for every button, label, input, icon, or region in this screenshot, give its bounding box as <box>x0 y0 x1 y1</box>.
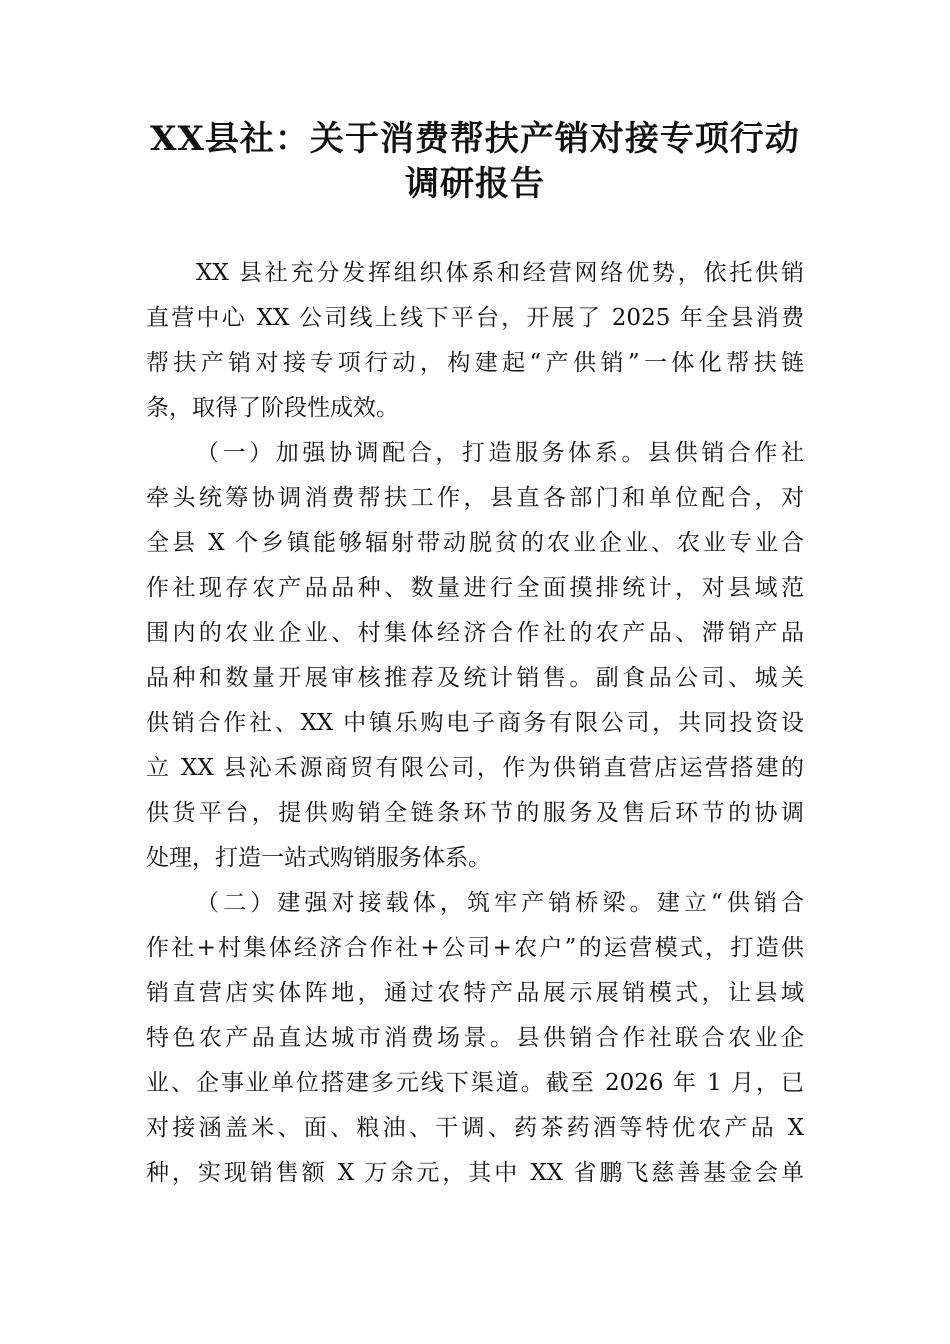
paragraph-line: 牵头统筹协调消费帮扶工作，县直各部门和单位配合，对 <box>146 485 804 511</box>
paragraph-line: 种，实现销售额 X 万余元，其中 XX 省鹏飞慈善基金会单 <box>146 1160 804 1186</box>
paragraph-line: 供销合作社、XX 中镇乐购电子商务有限公司，共同投资设 <box>146 710 804 736</box>
paragraph-line: 处理，打造一站式购销服务体系。 <box>146 845 491 871</box>
paragraph-line: 全县 X 个乡镇能够辐射带动脱贫的农业企业、农业专业合 <box>146 530 804 556</box>
paragraph-line: XX 县社充分发挥组织体系和经营网络优势，依托供销 <box>196 260 804 286</box>
paragraph-line: 特色农产品直达城市消费场景。县供销合作社联合农业企 <box>146 1025 804 1051</box>
document-title-line-2: 调研报告 <box>405 164 545 204</box>
paragraph-line: 销直营店实体阵地，通过农特产品展示展销模式，让县域 <box>146 980 804 1006</box>
paragraph-line: 供货平台，提供购销全链条环节的服务及售后环节的协调 <box>146 800 804 826</box>
document-title-line-1: XX县社：关于消费帮扶产销对接专项行动 <box>150 119 800 159</box>
paragraph-line: 业、企事业单位搭建多元线下渠道。截至 2026 年 1 月，已 <box>146 1070 804 1096</box>
paragraph-line: 作社+村集体经济合作社+公司+农户”的运营模式，打造供 <box>146 935 804 961</box>
paragraph-line: 帮扶产销对接专项行动，构建起“产供销”一体化帮扶链 <box>146 350 804 376</box>
paragraph-line: 立 XX 县沁禾源商贸有限公司，作为供销直营店运营搭建的 <box>146 755 804 781</box>
paragraph-line: 围内的农业企业、村集体经济合作社的农产品、滞销产品 <box>146 620 804 646</box>
paragraph-line: 对接涵盖米、面、粮油、干调、药茶药酒等特优农产品 X <box>146 1115 804 1141</box>
paragraph-line: 作社现存农产品品种、数量进行全面摸排统计，对县域范 <box>146 575 804 601</box>
paragraph-line: （一）加强协调配合，打造服务体系。县供销合作社 <box>196 440 804 466</box>
paragraph-line: 条，取得了阶段性成效。 <box>146 395 399 421</box>
paragraph-line: 品种和数量开展审核推荐及统计销售。副食品公司、城关 <box>146 665 804 691</box>
paragraph-line: （二）建强对接载体，筑牢产销桥梁。建立“供销合 <box>196 890 804 916</box>
paragraph-line: 直营中心 XX 公司线上线下平台，开展了 2025 年全县消费 <box>146 305 804 331</box>
